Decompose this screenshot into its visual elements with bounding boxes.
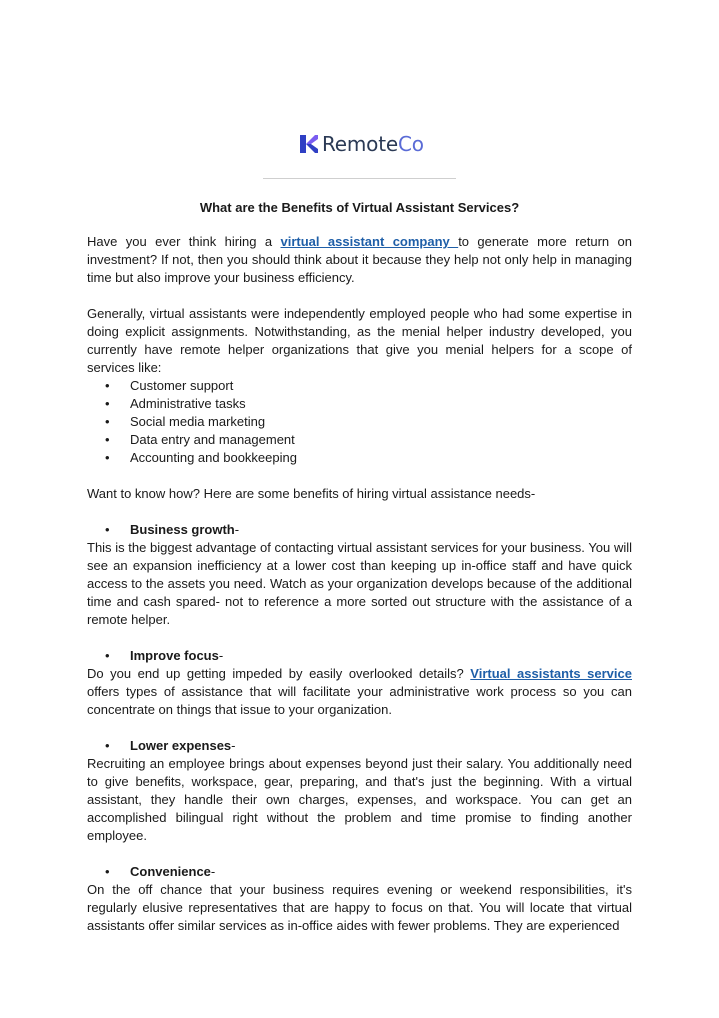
list-item: • Administrative tasks <box>87 395 632 413</box>
lead-in: Want to know how? Here are some benefits of hiring virtual assistance needs- <box>87 486 536 501</box>
services-list <box>87 377 632 467</box>
intro-before-link: Have you ever think hiring a <box>87 234 281 249</box>
focus-before-link: Do you end up getting impeded by easily overlooked details? <box>87 666 471 681</box>
list-item: • Social media marketing <box>87 413 632 431</box>
intro-paragraph <box>87 233 632 287</box>
paragraph-2: Generally, virtual assistants were independently employed people who had some expertise in doing explicit assignments. Notwithstanding, as the menial helper industry developed, you currently have remote helper organizations that give you menial helpers for a scope of services like: <box>87 306 632 375</box>
list-item: • Accounting and bookkeeping <box>87 449 632 467</box>
document-title: What are the Benefits of Virtual Assistant Services? <box>199 200 520 215</box>
logo-divider <box>263 178 456 179</box>
remoteco-k-logo-icon <box>300 135 318 153</box>
focus-after-link: offers types of assistance that will facilitate your administrative work process so you can concentrate on things that issue to your organization. <box>87 684 632 717</box>
heading-dash: - <box>231 738 236 753</box>
heading-text: Improve focus <box>130 648 219 663</box>
benefit-heading-improve-focus <box>87 647 632 665</box>
document-body <box>87 233 632 935</box>
heading-text: Lower expenses <box>130 738 232 753</box>
list-item: • Customer support <box>87 377 632 395</box>
logo-brand-accent: Co <box>397 132 424 156</box>
heading-text: Convenience <box>130 864 211 879</box>
heading-dash: - <box>218 648 224 663</box>
spacer <box>87 845 632 863</box>
spacer <box>87 719 632 737</box>
logo-brand-main: Remote <box>322 132 398 156</box>
spacer <box>87 629 632 647</box>
benefit-body-lower-expenses: Recruiting an employee brings about expenses beyond just their salary. You additionally need to give benefits, workspace, gear, preparing, and that's just the beginning. With a virtual assistant, they handle their own charges, expenses, and workspace. You can get an accomplished bilingual right without the problem and time promise to finding another employee. <box>87 756 632 843</box>
list-item: • Data entry and management <box>87 431 632 449</box>
virtual-assistant-company-link[interactable]: virtual assistant company <box>280 234 459 249</box>
virtual-assistants-service-link[interactable]: Virtual assistants service <box>470 666 632 681</box>
benefit-body-business-growth: This is the biggest advantage of contacting virtual assistant services for your business. You will see an expansion inefficiency at a lower cost than keeping up in-office staff and have quick access to the assets you need. Watch as your organization develops because of the additional time and cash spared- not to reference a more sorted out structure with the assistance of a remote helper. <box>87 540 632 627</box>
heading-text: Business growth <box>130 522 235 537</box>
spacer <box>87 503 632 521</box>
spacer <box>87 467 632 485</box>
benefit-body-improve-focus <box>87 665 632 719</box>
benefit-body-convenience: On the off chance that your business requires evening or weekend responsibilities, it's regularly elusive representatives that are happy to focus on that. You will locate that virtual assistants offer similar services as in-office aides with fewer problems. They are experienced <box>87 882 632 933</box>
heading-dash: - <box>210 864 216 879</box>
benefit-heading-business-growth <box>87 521 632 539</box>
benefit-heading-convenience <box>87 863 632 881</box>
benefit-heading-lower-expenses <box>87 737 632 755</box>
intro-after-link: to generate more return on investment? If not, then you should think about it because they help not only help in managing time but also improve your business efficiency. <box>87 234 633 285</box>
spacer <box>87 287 632 305</box>
remoteco-logo <box>300 132 424 156</box>
logo-wordmark <box>322 132 424 156</box>
heading-dash: - <box>234 522 240 537</box>
